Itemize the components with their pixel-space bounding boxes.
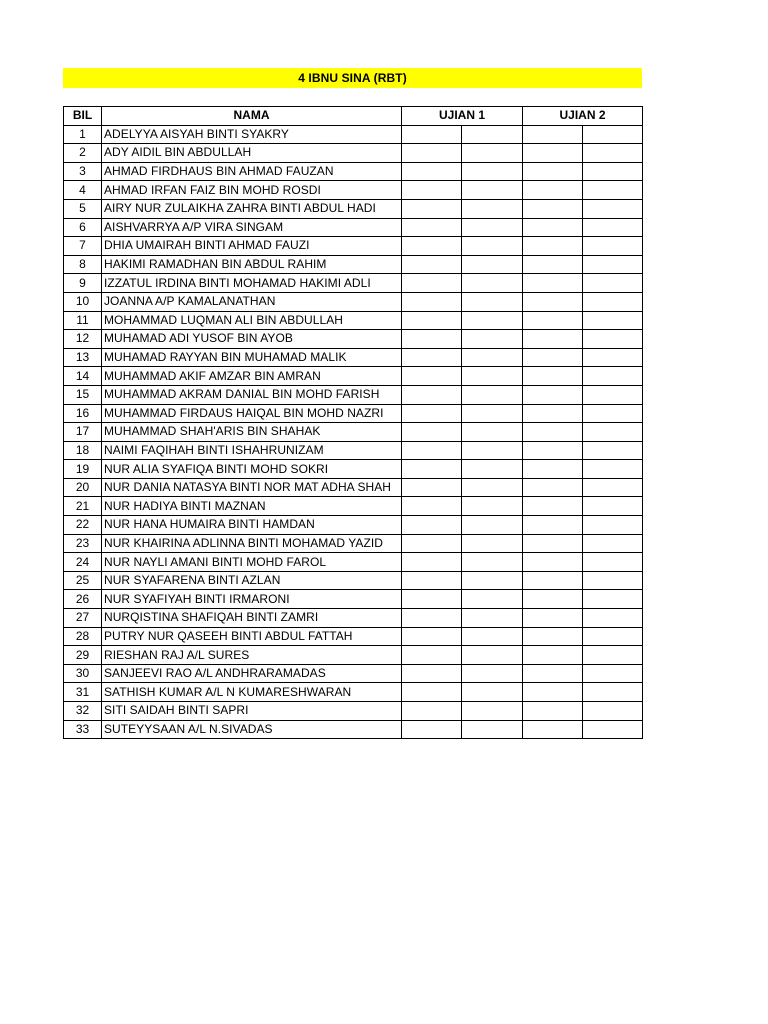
table-row [64, 385, 643, 404]
table-row [64, 460, 643, 479]
ujian-1-cell-b[interactable] [462, 441, 523, 460]
student-name: MUHAMAD ADI YUSOF BIN AYOB [102, 330, 402, 349]
student-name: MUHAMAD RAYYAN BIN MUHAMAD MALIK [102, 348, 402, 367]
student-name: NUR SYAFARENA BINTI AZLAN [102, 571, 402, 590]
row-number: 12 [64, 330, 102, 349]
row-number: 23 [64, 534, 102, 553]
row-number: 7 [64, 237, 102, 256]
ujian-1-cell-a[interactable] [402, 516, 462, 535]
table-row [64, 237, 643, 256]
ujian-2-cell-b[interactable] [583, 646, 643, 665]
ujian-2-cell-a[interactable] [523, 404, 583, 423]
ujian-2-cell-b[interactable] [583, 720, 643, 739]
ujian-2-cell-b[interactable] [583, 348, 643, 367]
ujian-2-cell-a[interactable] [523, 683, 583, 702]
ujian-1-cell-a[interactable] [402, 348, 462, 367]
ujian-2-cell-b[interactable] [583, 144, 643, 163]
table-row [64, 330, 643, 349]
table-row [64, 255, 643, 274]
ujian-1-cell-a[interactable] [402, 367, 462, 386]
row-number: 17 [64, 423, 102, 442]
student-name: NURQISTINA SHAFIQAH BINTI ZAMRI [102, 609, 402, 628]
ujian-2-cell-b[interactable] [583, 404, 643, 423]
row-number: 18 [64, 441, 102, 460]
ujian-2-cell-b[interactable] [583, 627, 643, 646]
ujian-1-cell-a[interactable] [402, 702, 462, 721]
ujian-2-cell-a[interactable] [523, 237, 583, 256]
ujian-2-cell-b[interactable] [583, 441, 643, 460]
student-name: ADY AIDIL BIN ABDULLAH [102, 144, 402, 163]
ujian-2-cell-a[interactable] [523, 385, 583, 404]
student-name: NUR KHAIRINA ADLINNA BINTI MOHAMAD YAZID [102, 534, 402, 553]
table-row [64, 571, 643, 590]
ujian-1-cell-b[interactable] [462, 330, 523, 349]
student-name: AISHVARRYA A/P VIRA SINGAM [102, 218, 402, 237]
ujian-1-cell-b[interactable] [462, 311, 523, 330]
ujian-2-cell-a[interactable] [523, 125, 583, 144]
ujian-1-cell-b[interactable] [462, 646, 523, 665]
student-name: SUTEYYSAAN A/L N.SIVADAS [102, 720, 402, 739]
ujian-1-cell-b[interactable] [462, 404, 523, 423]
ujian-1-cell-a[interactable] [402, 497, 462, 516]
ujian-1-cell-b[interactable] [462, 720, 523, 739]
ujian-2-cell-a[interactable] [523, 627, 583, 646]
ujian-1-cell-b[interactable] [462, 664, 523, 683]
ujian-2-cell-a[interactable] [523, 720, 583, 739]
header-ujian-2: UJIAN 2 [523, 107, 643, 126]
ujian-1-cell-b[interactable] [462, 553, 523, 572]
ujian-2-cell-a[interactable] [523, 218, 583, 237]
student-name: SITI SAIDAH BINTI SAPRI [102, 702, 402, 721]
student-name: AHMAD FIRDHAUS BIN AHMAD FAUZAN [102, 162, 402, 181]
ujian-1-cell-b[interactable] [462, 683, 523, 702]
ujian-1-cell-a[interactable] [402, 237, 462, 256]
ujian-1-cell-a[interactable] [402, 534, 462, 553]
ujian-2-cell-a[interactable] [523, 609, 583, 628]
ujian-2-cell-b[interactable] [583, 460, 643, 479]
ujian-1-cell-b[interactable] [462, 181, 523, 200]
table-header-row [64, 107, 643, 126]
ujian-1-cell-a[interactable] [402, 683, 462, 702]
table-row [64, 702, 643, 721]
ujian-2-cell-a[interactable] [523, 348, 583, 367]
ujian-2-cell-b[interactable] [583, 274, 643, 293]
ujian-1-cell-a[interactable] [402, 460, 462, 479]
table-row [64, 423, 643, 442]
ujian-1-cell-b[interactable] [462, 516, 523, 535]
ujian-2-cell-b[interactable] [583, 385, 643, 404]
table-row [64, 553, 643, 572]
ujian-1-cell-b[interactable] [462, 497, 523, 516]
table-row [64, 125, 643, 144]
table-row [64, 664, 643, 683]
table-row [64, 516, 643, 535]
ujian-2-cell-a[interactable] [523, 144, 583, 163]
table-row [64, 497, 643, 516]
student-name: RIESHAN RAJ A/L SURES [102, 646, 402, 665]
ujian-1-cell-a[interactable] [402, 627, 462, 646]
table-row [64, 199, 643, 218]
row-number: 22 [64, 516, 102, 535]
ujian-2-cell-a[interactable] [523, 516, 583, 535]
student-name: NUR DANIA NATASYA BINTI NOR MAT ADHA SHAH [102, 478, 402, 497]
roster-body [64, 125, 643, 739]
row-number: 19 [64, 460, 102, 479]
row-number: 10 [64, 292, 102, 311]
ujian-2-cell-b[interactable] [583, 423, 643, 442]
table-row [64, 218, 643, 237]
ujian-1-cell-a[interactable] [402, 609, 462, 628]
student-name: NUR ALIA SYAFIQA BINTI MOHD SOKRI [102, 460, 402, 479]
table-row [64, 162, 643, 181]
ujian-1-cell-a[interactable] [402, 125, 462, 144]
student-name: IZZATUL IRDINA BINTI MOHAMAD HAKIMI ADLI [102, 274, 402, 293]
table-row [64, 534, 643, 553]
ujian-2-cell-b[interactable] [583, 292, 643, 311]
ujian-1-cell-b[interactable] [462, 367, 523, 386]
student-name: NAIMI FAQIHAH BINTI ISHAHRUNIZAM [102, 441, 402, 460]
row-number: 32 [64, 702, 102, 721]
table-row [64, 720, 643, 739]
ujian-1-cell-b[interactable] [462, 274, 523, 293]
ujian-1-cell-a[interactable] [402, 590, 462, 609]
ujian-1-cell-a[interactable] [402, 218, 462, 237]
ujian-1-cell-b[interactable] [462, 460, 523, 479]
student-roster-table [63, 106, 643, 739]
ujian-1-cell-a[interactable] [402, 423, 462, 442]
row-number: 26 [64, 590, 102, 609]
ujian-2-cell-b[interactable] [583, 553, 643, 572]
table-row [64, 292, 643, 311]
ujian-2-cell-b[interactable] [583, 125, 643, 144]
student-name: MOHAMMAD LUQMAN ALI BIN ABDULLAH [102, 311, 402, 330]
ujian-1-cell-a[interactable] [402, 571, 462, 590]
ujian-2-cell-a[interactable] [523, 441, 583, 460]
ujian-2-cell-a[interactable] [523, 571, 583, 590]
row-number: 1 [64, 125, 102, 144]
row-number: 2 [64, 144, 102, 163]
ujian-1-cell-a[interactable] [402, 404, 462, 423]
ujian-2-cell-a[interactable] [523, 423, 583, 442]
class-title: 4 IBNU SINA (RBT) [298, 71, 407, 85]
ujian-1-cell-b[interactable] [462, 348, 523, 367]
ujian-1-cell-b[interactable] [462, 478, 523, 497]
ujian-1-cell-a[interactable] [402, 274, 462, 293]
ujian-2-cell-b[interactable] [583, 330, 643, 349]
row-number: 14 [64, 367, 102, 386]
ujian-1-cell-a[interactable] [402, 330, 462, 349]
ujian-2-cell-b[interactable] [583, 237, 643, 256]
table-row [64, 348, 643, 367]
ujian-1-cell-a[interactable] [402, 441, 462, 460]
ujian-2-cell-a[interactable] [523, 367, 583, 386]
ujian-2-cell-b[interactable] [583, 199, 643, 218]
row-number: 15 [64, 385, 102, 404]
ujian-2-cell-a[interactable] [523, 292, 583, 311]
ujian-2-cell-a[interactable] [523, 255, 583, 274]
ujian-2-cell-b[interactable] [583, 534, 643, 553]
table-row [64, 590, 643, 609]
row-number: 6 [64, 218, 102, 237]
header-bil: BIL [64, 107, 102, 126]
ujian-2-cell-b[interactable] [583, 516, 643, 535]
row-number: 11 [64, 311, 102, 330]
ujian-1-cell-a[interactable] [402, 162, 462, 181]
ujian-2-cell-b[interactable] [583, 590, 643, 609]
row-number: 9 [64, 274, 102, 293]
row-number: 20 [64, 478, 102, 497]
ujian-1-cell-a[interactable] [402, 292, 462, 311]
ujian-1-cell-a[interactable] [402, 385, 462, 404]
table-row [64, 441, 643, 460]
ujian-2-cell-a[interactable] [523, 646, 583, 665]
row-number: 27 [64, 609, 102, 628]
ujian-1-cell-b[interactable] [462, 423, 523, 442]
ujian-1-cell-b[interactable] [462, 590, 523, 609]
ujian-2-cell-a[interactable] [523, 199, 583, 218]
ujian-2-cell-b[interactable] [583, 571, 643, 590]
ujian-1-cell-a[interactable] [402, 720, 462, 739]
student-name: MUHAMMAD SHAH'ARIS BIN SHAHAK [102, 423, 402, 442]
ujian-1-cell-b[interactable] [462, 571, 523, 590]
ujian-1-cell-b[interactable] [462, 162, 523, 181]
ujian-2-cell-a[interactable] [523, 181, 583, 200]
ujian-2-cell-b[interactable] [583, 702, 643, 721]
row-number: 5 [64, 199, 102, 218]
ujian-1-cell-a[interactable] [402, 646, 462, 665]
table-row [64, 181, 643, 200]
ujian-1-cell-a[interactable] [402, 181, 462, 200]
student-name: AHMAD IRFAN FAIZ BIN MOHD ROSDI [102, 181, 402, 200]
ujian-2-cell-b[interactable] [583, 311, 643, 330]
ujian-1-cell-b[interactable] [462, 702, 523, 721]
ujian-2-cell-b[interactable] [583, 218, 643, 237]
table-row [64, 627, 643, 646]
row-number: 8 [64, 255, 102, 274]
student-name: MUHAMMAD AKRAM DANIAL BIN MOHD FARISH [102, 385, 402, 404]
student-name: HAKIMI RAMADHAN BIN ABDUL RAHIM [102, 255, 402, 274]
ujian-1-cell-b[interactable] [462, 385, 523, 404]
ujian-1-cell-b[interactable] [462, 292, 523, 311]
row-number: 16 [64, 404, 102, 423]
ujian-2-cell-a[interactable] [523, 274, 583, 293]
table-row [64, 404, 643, 423]
student-name: NUR SYAFIYAH BINTI IRMARONI [102, 590, 402, 609]
row-number: 24 [64, 553, 102, 572]
ujian-2-cell-a[interactable] [523, 702, 583, 721]
ujian-1-cell-b[interactable] [462, 218, 523, 237]
row-number: 3 [64, 162, 102, 181]
ujian-1-cell-b[interactable] [462, 144, 523, 163]
class-title-bar [63, 68, 642, 88]
ujian-2-cell-a[interactable] [523, 478, 583, 497]
student-name: PUTRY NUR QASEEH BINTI ABDUL FATTAH [102, 627, 402, 646]
table-row [64, 646, 643, 665]
row-number: 25 [64, 571, 102, 590]
ujian-2-cell-b[interactable] [583, 683, 643, 702]
row-number: 28 [64, 627, 102, 646]
ujian-1-cell-b[interactable] [462, 255, 523, 274]
ujian-2-cell-b[interactable] [583, 367, 643, 386]
row-number: 30 [64, 664, 102, 683]
ujian-2-cell-a[interactable] [523, 553, 583, 572]
table-row [64, 683, 643, 702]
ujian-1-cell-a[interactable] [402, 144, 462, 163]
table-row [64, 478, 643, 497]
ujian-2-cell-a[interactable] [523, 497, 583, 516]
student-name: SATHISH KUMAR A/L N KUMARESHWARAN [102, 683, 402, 702]
student-name: NUR HADIYA BINTI MAZNAN [102, 497, 402, 516]
row-number: 4 [64, 181, 102, 200]
ujian-1-cell-b[interactable] [462, 199, 523, 218]
table-row [64, 367, 643, 386]
table-row [64, 609, 643, 628]
row-number: 31 [64, 683, 102, 702]
student-name: AIRY NUR ZULAIKHA ZAHRA BINTI ABDUL HADI [102, 199, 402, 218]
student-name: NUR HANA HUMAIRA BINTI HAMDAN [102, 516, 402, 535]
table-row [64, 274, 643, 293]
ujian-2-cell-a[interactable] [523, 162, 583, 181]
ujian-1-cell-a[interactable] [402, 553, 462, 572]
row-number: 33 [64, 720, 102, 739]
student-name: SANJEEVI RAO A/L ANDHRARAMADAS [102, 664, 402, 683]
ujian-2-cell-b[interactable] [583, 478, 643, 497]
ujian-1-cell-b[interactable] [462, 534, 523, 553]
student-name: NUR NAYLI AMANI BINTI MOHD FAROL [102, 553, 402, 572]
ujian-2-cell-a[interactable] [523, 664, 583, 683]
ujian-2-cell-a[interactable] [523, 590, 583, 609]
ujian-1-cell-b[interactable] [462, 609, 523, 628]
ujian-2-cell-a[interactable] [523, 311, 583, 330]
ujian-1-cell-a[interactable] [402, 255, 462, 274]
ujian-1-cell-a[interactable] [402, 311, 462, 330]
ujian-2-cell-b[interactable] [583, 162, 643, 181]
ujian-2-cell-b[interactable] [583, 497, 643, 516]
student-name: MUHAMMAD AKIF AMZAR BIN AMRAN [102, 367, 402, 386]
header-nama: NAMA [102, 107, 402, 126]
ujian-1-cell-b[interactable] [462, 125, 523, 144]
ujian-1-cell-a[interactable] [402, 199, 462, 218]
ujian-2-cell-b[interactable] [583, 181, 643, 200]
student-name: ADELYYA AISYAH BINTI SYAKRY [102, 125, 402, 144]
table-row [64, 144, 643, 163]
row-number: 21 [64, 497, 102, 516]
row-number: 29 [64, 646, 102, 665]
student-name: MUHAMMAD FIRDAUS HAIQAL BIN MOHD NAZRI [102, 404, 402, 423]
student-name: DHIA UMAIRAH BINTI AHMAD FAUZI [102, 237, 402, 256]
header-ujian-1: UJIAN 1 [402, 107, 523, 126]
ujian-2-cell-a[interactable] [523, 534, 583, 553]
ujian-2-cell-b[interactable] [583, 609, 643, 628]
ujian-2-cell-b[interactable] [583, 255, 643, 274]
ujian-1-cell-b[interactable] [462, 237, 523, 256]
ujian-1-cell-b[interactable] [462, 627, 523, 646]
ujian-1-cell-a[interactable] [402, 478, 462, 497]
row-number: 13 [64, 348, 102, 367]
ujian-1-cell-a[interactable] [402, 664, 462, 683]
table-row [64, 311, 643, 330]
ujian-2-cell-a[interactable] [523, 460, 583, 479]
ujian-2-cell-a[interactable] [523, 330, 583, 349]
student-name: JOANNA A/P KAMALANATHAN [102, 292, 402, 311]
ujian-2-cell-b[interactable] [583, 664, 643, 683]
